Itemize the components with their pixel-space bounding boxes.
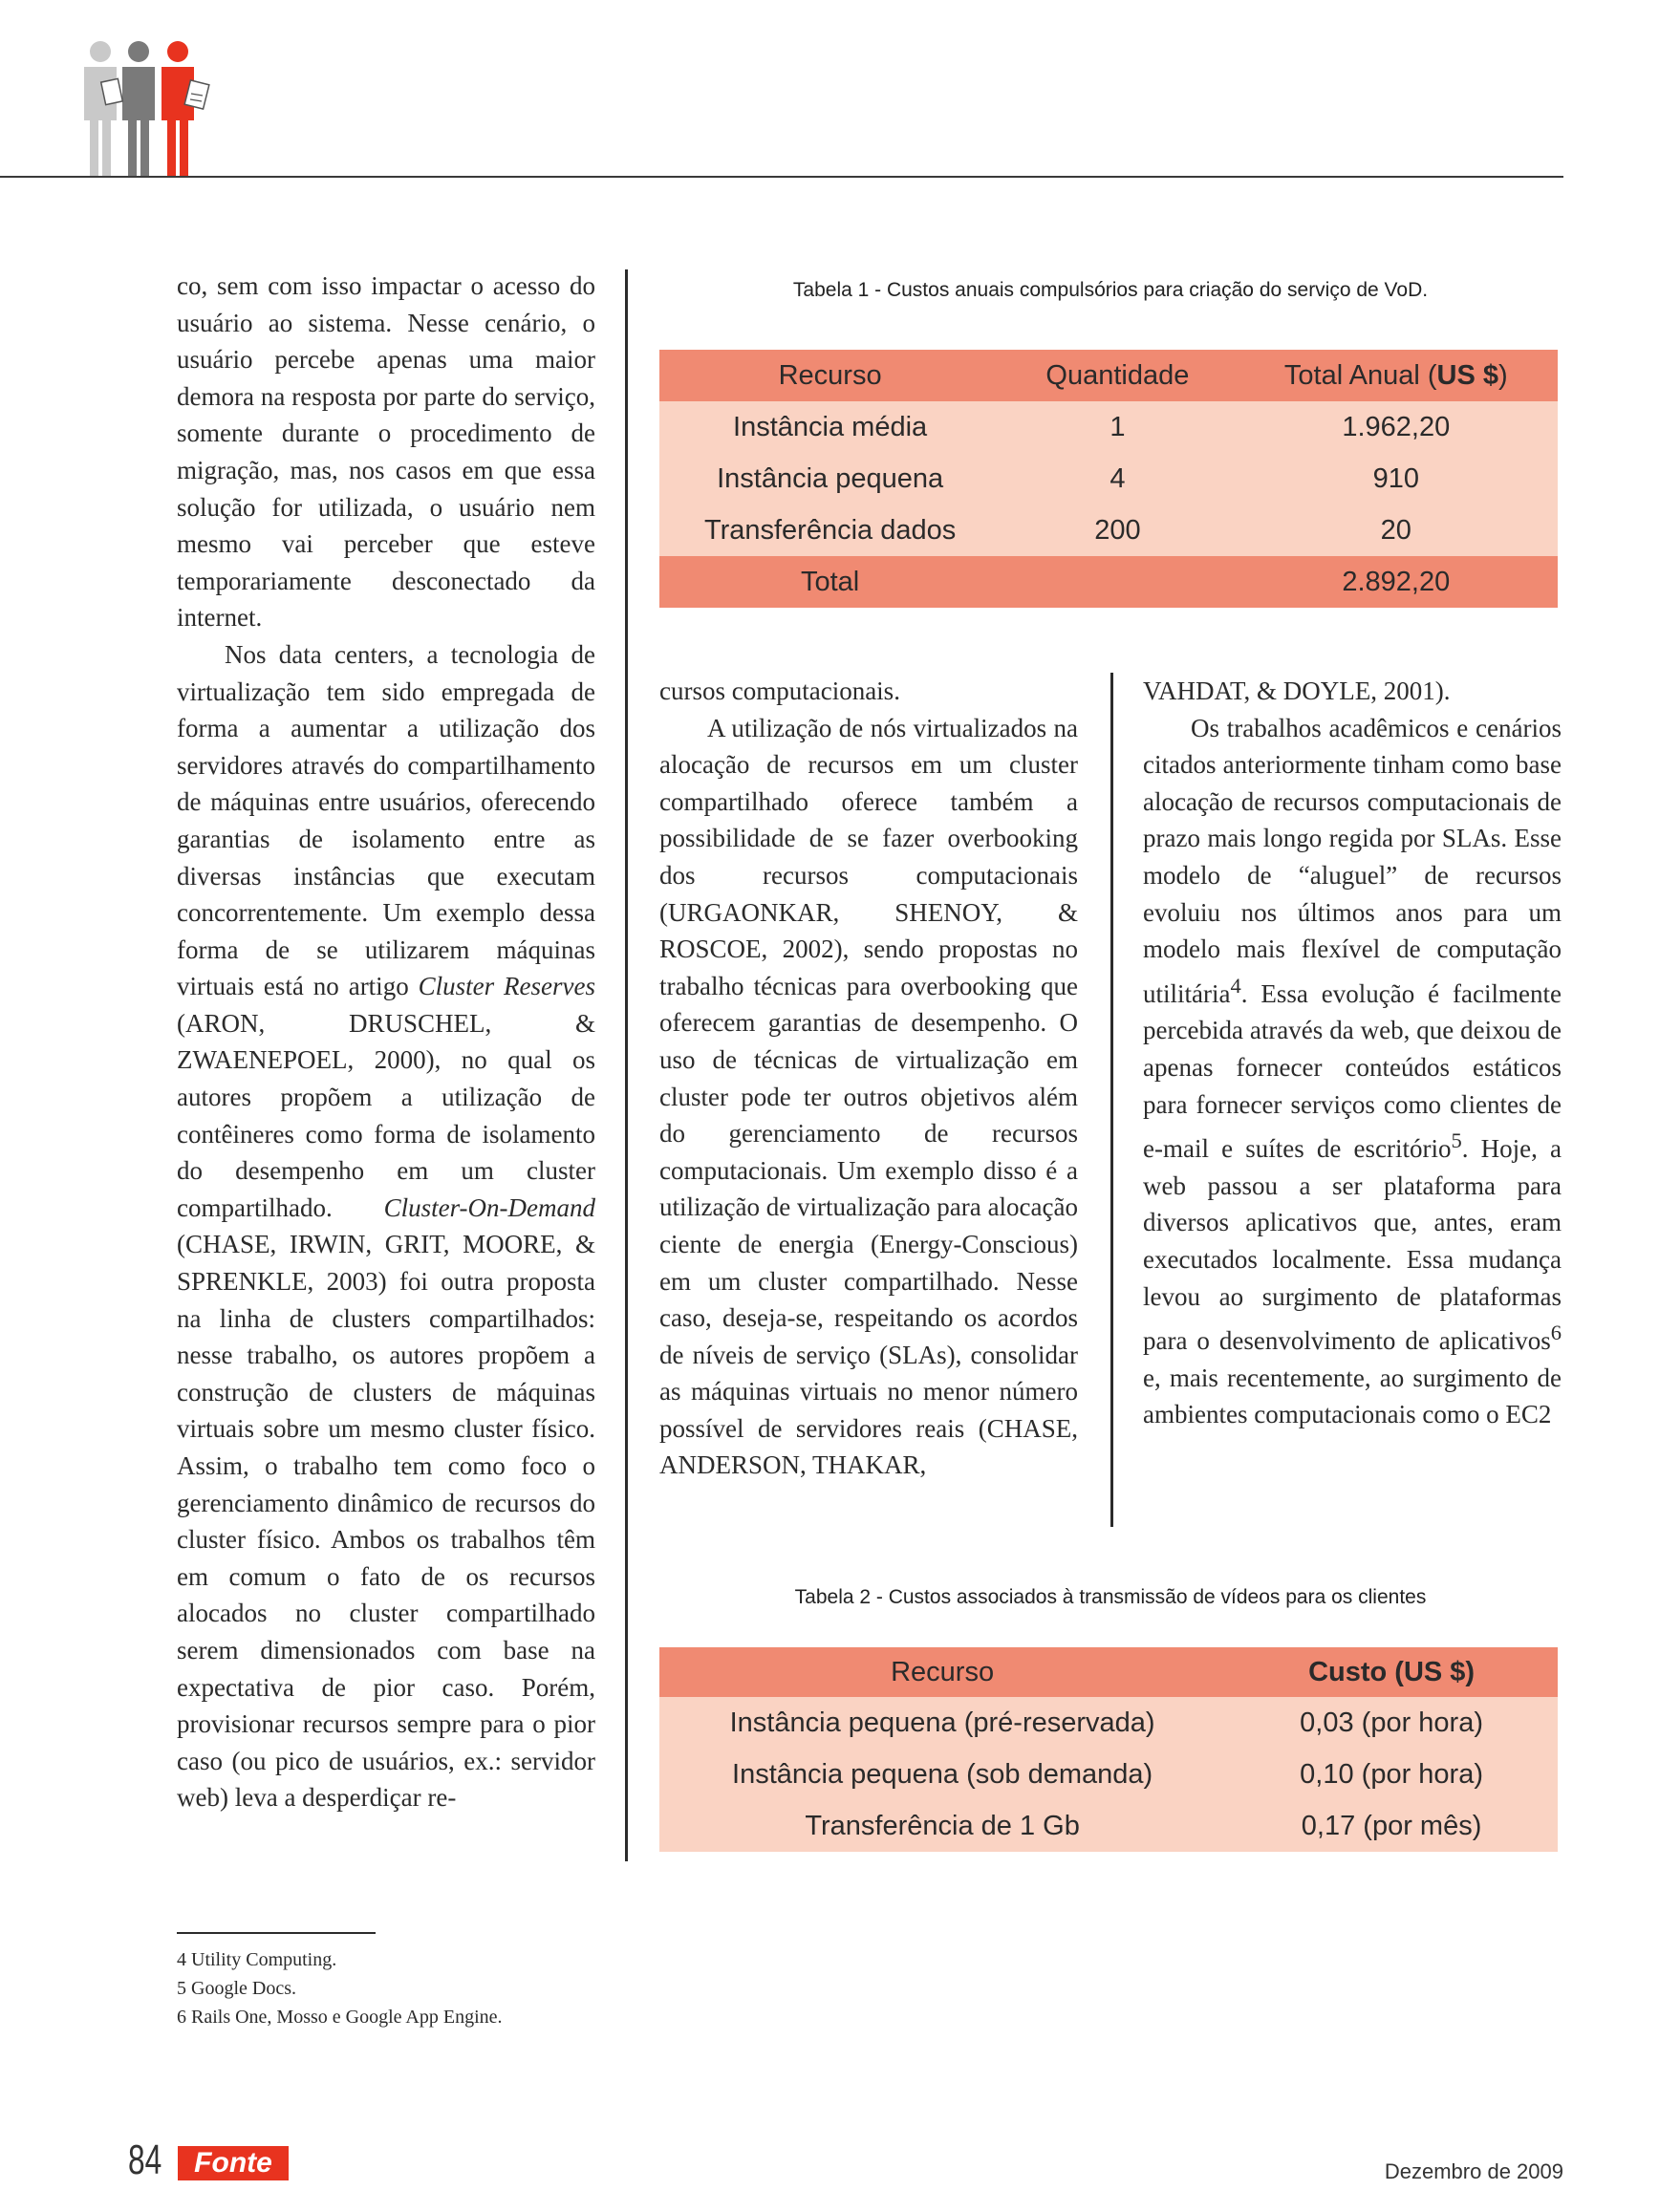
table-cell: 200	[1094, 514, 1141, 546]
header-text: )	[1498, 359, 1508, 391]
issue-date: Dezembro de 2009	[1384, 2159, 1563, 2183]
column-divider	[1110, 673, 1113, 1527]
table-cell	[1001, 556, 1234, 608]
paragraph: A utilização de nós virtualizados na alocação de recursos em um cluster compartilhado oferece também a possibilidade de se fazer overbooking dos recursos computacionais (URGAONKAR, SHENOY, & ROSCOE, 2002), sendo propostas no trabalho técnicas para overbooking que oferecem garantias de desempenho. O uso de técnicas de virtualização em cluster pode ter outros objetivos além do gerenciamento de recursos computacionais. Um exemplo disso é a utilização de virtualização para alocação ciente de energia (Energy-Conscious) em um cluster compartilhado. Nesse caso, deseja-se, respeitando os acordos de níveis de serviço (SLAs), consolidar as máquinas virtuais no menor número possível de servidores reais (CHASE, ANDERSON, THAKAR,	[659, 713, 1078, 1480]
table-header-cell	[1235, 350, 1558, 401]
paragraph	[177, 636, 595, 1816]
table-cell: Instância pequena	[717, 462, 944, 494]
table-cell: 1	[1110, 411, 1126, 442]
text-run: Os trabalhos acadêmicos e cenários citados anteriormente tinham como base alocação de recursos computacionais de prazo mais longo regida por SLAs. Esse modelo de “aluguel” de recursos evoluiu nos últimos anos para um modelo mais flexível de computação utilitária	[1143, 713, 1562, 1008]
table-cell: 0,10 (por hora)	[1300, 1758, 1483, 1790]
table-header-cell: Quantidade	[1045, 359, 1190, 391]
table-cell: 1.962,20	[1342, 411, 1451, 442]
table-cell: 0,03 (por hora)	[1300, 1707, 1483, 1738]
table-header-cell: Recurso	[778, 359, 882, 391]
footnote-ref: 6	[1550, 1321, 1562, 1345]
header-text-bold: US $	[1436, 359, 1498, 391]
paragraph	[1143, 710, 1562, 1433]
table-total-row	[659, 556, 1558, 608]
header-text: Total Anual (	[1283, 359, 1437, 391]
text-run: . Essa evolução é facilmente percebida através da web, que deixou de apenas fornecer conteúdos estáticos para fornecer serviços como clientes de e-mail e suítes de escritório	[1143, 978, 1562, 1164]
text-run: Nos data centers, a tecnologia de virtualização tem sido empregada de forma a aumentar a utilização dos servidores através do compartilhamento de máquinas entre usuários, oferecendo garantias de isolamento entre as diversas instâncias que executam concorrentemente. Um exemplo dessa forma de se utilizarem máquinas virtuais está no artigo	[177, 639, 595, 1001]
table-cell: 4	[1110, 462, 1126, 494]
table-cell: 910	[1372, 462, 1419, 494]
table-cell: Instância média	[733, 411, 928, 442]
footnote: 5 Google Docs.	[177, 1978, 296, 1999]
column-divider	[625, 269, 628, 1861]
table-row	[659, 401, 1558, 453]
text-run: e, mais recentemente, ao surgimento de ambientes computacionais como o EC2	[1143, 1363, 1562, 1429]
footnotes	[177, 1945, 503, 2031]
text-run: (ARON, DRUSCHEL, & ZWAENEPOEL, 2000), no qual os autores propõem a utilização de contêineres como forma de isolamento do desempenho em um cluster compartilhado.	[177, 1008, 595, 1222]
footnote-ref: 4	[1230, 973, 1241, 998]
text-run: (CHASE, IRWIN, GRIT, MOORE, & SPRENKLE, 2003) foi outra proposta na linha de clusters compartilhados: nesse trabalho, os autores propõem a construção de clusters de máquinas virtuais sobre um mesmo cluster físico. Assim, o trabalho tem como foco o gerenciamento dinâmico de recursos do cluster físico. Ambos os trabalhos têm em comum o fato de os recursos alocados no cluster compartilhado serem dimensionados com base na expectativa de pior caso. Porém, provisionar recursos sempre para o pior caso (ou pico de usuários, ex.: servidor web) leva a desperdiçar re-	[177, 1230, 595, 1813]
table-header-row	[659, 350, 1558, 401]
footnote: 6 Rails One, Mosso e Google App Engine.	[177, 2007, 503, 2028]
citation-title: Cluster Reserves	[418, 972, 595, 1001]
table-cell: Instância pequena (pré-reservada)	[729, 1707, 1155, 1738]
text-run: . Hoje, a web passou a ser plataforma para diversos aplicativos que, antes, eram executados localmente. Essa mudança levou ao surgimento de plataformas para o desenvolvimento de aplicativos	[1143, 1134, 1562, 1356]
text-column-right	[1143, 673, 1562, 1433]
table-cell: 2.892,20	[1342, 566, 1451, 597]
header-rule	[0, 176, 1563, 178]
table-cell: Transferência dados	[703, 514, 957, 546]
table-row	[659, 1749, 1558, 1800]
footnote-rule	[177, 1932, 376, 1934]
table-header-cell: Custo (US $)	[1308, 1656, 1476, 1687]
paragraph: cursos computacionais.	[659, 676, 900, 705]
table-row	[659, 1697, 1558, 1749]
page-number: 84	[128, 2137, 162, 2183]
people-figures-icon	[76, 38, 220, 177]
brand-logo: Fonte	[178, 2146, 289, 2180]
table-cell: Transferência de 1 Gb	[805, 1810, 1080, 1841]
table-row	[659, 1800, 1558, 1852]
table-1-caption: Tabela 1 - Custos anuais compulsórios para criação do serviço de VoD.	[792, 279, 1429, 301]
table-cell: 20	[1380, 514, 1411, 546]
table-row	[659, 453, 1558, 505]
table-2-caption: Tabela 2 - Custos associados à transmissão de vídeos para os clientes	[794, 1586, 1427, 1608]
table-cell: Total	[800, 566, 860, 597]
paragraph: co, sem com isso impactar o acesso do usuário ao sistema. Nesse cenário, o usuário percebe apenas uma maior demora na resposta por parte do serviço, somente durante o procedimento de migração, mas, nos casos em que essa solução for utilizada, o usuário nem mesmo vai perceber que esteve temporariamente desconectado da internet.	[177, 271, 595, 633]
table-2	[659, 1647, 1558, 1852]
table-row	[659, 505, 1558, 556]
table-cell: 0,17 (por mês)	[1301, 1810, 1482, 1841]
text-column-left	[177, 268, 595, 1816]
footnote-ref: 5	[1451, 1128, 1462, 1153]
table-header-row	[659, 1647, 1558, 1697]
table-header-cell: Recurso	[891, 1656, 995, 1687]
table-cell: Instância pequena (sob demanda)	[732, 1758, 1153, 1790]
citation-title: Cluster-On-Demand	[383, 1192, 595, 1222]
footnote: 4 Utility Computing.	[177, 1949, 337, 1970]
table-1	[659, 350, 1558, 608]
paragraph: VAHDAT, & DOYLE, 2001).	[1143, 676, 1451, 705]
text-column-middle	[659, 673, 1078, 1484]
